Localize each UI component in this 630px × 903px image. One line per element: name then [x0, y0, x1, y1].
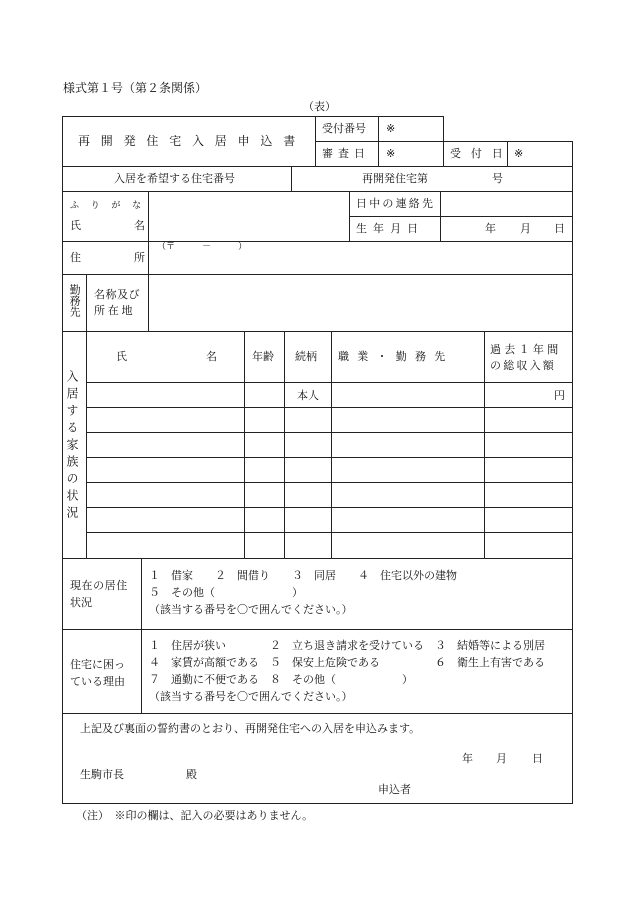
desired-house-suffix: 号	[492, 172, 503, 185]
accept-date-mark: ※	[514, 147, 524, 160]
rule	[291, 166, 292, 191]
declaration-text: 上記及び裏面の誓約書のとおり、再開発住宅への入居を申込みます。	[80, 722, 421, 735]
rule	[440, 191, 441, 241]
rule	[315, 116, 316, 166]
family-section-label: 入居する家族の状況	[65, 370, 79, 523]
current-residence-instruction: （該当する番号を〇で囲んでください。）	[149, 603, 353, 616]
rule	[484, 331, 485, 558]
family-col-job: 職業・勤務先	[338, 350, 454, 363]
rule	[62, 191, 572, 192]
rule	[443, 116, 444, 166]
rule	[86, 274, 87, 558]
rule	[148, 191, 149, 331]
declaration-year-unit: 年	[462, 752, 473, 765]
current-residence-label-2: 状況	[70, 596, 92, 609]
receipt-number-mark: ※	[386, 122, 396, 135]
postal-code-field: （〒 － ）	[157, 242, 248, 252]
birth-day-unit: 日	[554, 222, 565, 235]
rule	[349, 216, 572, 217]
family-col-income-2: の総収入額	[490, 359, 556, 372]
rule	[62, 274, 572, 275]
rule	[331, 331, 332, 558]
review-date-label: 審査日	[322, 147, 370, 160]
form-title: 再開発住宅入居申込書	[78, 134, 307, 148]
rule	[86, 507, 572, 508]
current-residence-options-1: １ 借家 ２ 間借り ３ 同居 ４ 住宅以外の建物	[149, 569, 457, 582]
reason-options-2: ４ 家賃が高額である ５ 保安上危険である ６ 衛生上有害である	[149, 656, 545, 669]
rule	[62, 713, 572, 714]
accept-date-label: 受付日	[450, 147, 513, 160]
rule	[62, 331, 572, 332]
rule	[378, 116, 379, 166]
rule	[315, 141, 443, 142]
declaration-day-unit: 日	[532, 752, 543, 765]
family-col-income-1: 過去１年間	[490, 343, 562, 356]
reason-label-2: ている理由	[70, 675, 125, 688]
reason-instruction: （該当する番号を〇で囲んでください。）	[149, 690, 353, 703]
workplace-label: 勤務先	[68, 284, 82, 317]
addressee: 生駒市長	[80, 768, 124, 781]
reason-options-1: １ 住居が狭い ２ 立ち退き請求を受けている ３ 結婚等による別居	[149, 639, 545, 652]
rule	[62, 803, 572, 804]
family-income-unit: 円	[554, 389, 565, 402]
address-label-1: 住	[70, 251, 81, 264]
rule	[86, 382, 572, 383]
reason-label-1: 住宅に困っ	[70, 658, 125, 671]
address-label-2: 所	[134, 251, 145, 264]
rule	[86, 482, 572, 483]
rule	[62, 116, 443, 117]
rule	[86, 457, 572, 458]
family-self-relation: 本人	[297, 389, 319, 402]
furigana-label: ふりがな	[70, 201, 153, 211]
current-residence-options-2: ５ その他（ ）	[149, 586, 303, 599]
current-residence-label-1: 現在の居住	[70, 579, 128, 592]
form-side-label: （表）	[303, 100, 336, 113]
honorific: 殿	[186, 768, 197, 781]
rule	[62, 116, 63, 804]
family-col-name-2: 名	[206, 350, 217, 363]
birth-year-unit: 年	[485, 222, 496, 235]
rule	[86, 407, 572, 408]
rule	[141, 558, 142, 713]
desired-house-prefix: 再開発住宅第	[362, 172, 428, 185]
workplace-name-label-1: 名称及び	[94, 288, 141, 301]
rule	[572, 141, 573, 804]
form-number: 様式第１号（第２条関係）	[63, 81, 208, 95]
family-col-age: 年齢	[252, 350, 274, 363]
rule	[62, 166, 572, 167]
birth-date-label: 生年月日	[356, 222, 425, 235]
rule	[86, 432, 572, 433]
receipt-number-label: 受付番号	[322, 122, 366, 135]
footnote: （注） ※印の欄は、記入の必要はありません。	[76, 809, 314, 822]
birth-month-unit: 月	[520, 222, 531, 235]
family-col-name-1: 氏	[116, 350, 127, 363]
review-date-mark: ※	[386, 147, 396, 160]
rule	[86, 532, 572, 533]
rule	[349, 191, 350, 241]
applicant-label: 申込者	[378, 783, 411, 796]
rule	[244, 331, 245, 558]
rule	[62, 241, 572, 242]
rule	[62, 558, 572, 559]
rule	[284, 331, 285, 558]
desired-house-label: 入居を希望する住宅番号	[114, 172, 235, 185]
day-contact-label: 日中の連絡先	[356, 197, 436, 210]
declaration-month-unit: 月	[496, 752, 507, 765]
reason-options-3: ７ 通勤に不便である ８ その他（ ）	[149, 673, 413, 686]
family-col-relation: 続柄	[295, 350, 317, 363]
rule	[62, 629, 572, 630]
name-label-1: 氏	[70, 219, 81, 232]
workplace-name-label-2: 所在地	[94, 304, 136, 317]
name-label-2: 名	[134, 219, 145, 232]
